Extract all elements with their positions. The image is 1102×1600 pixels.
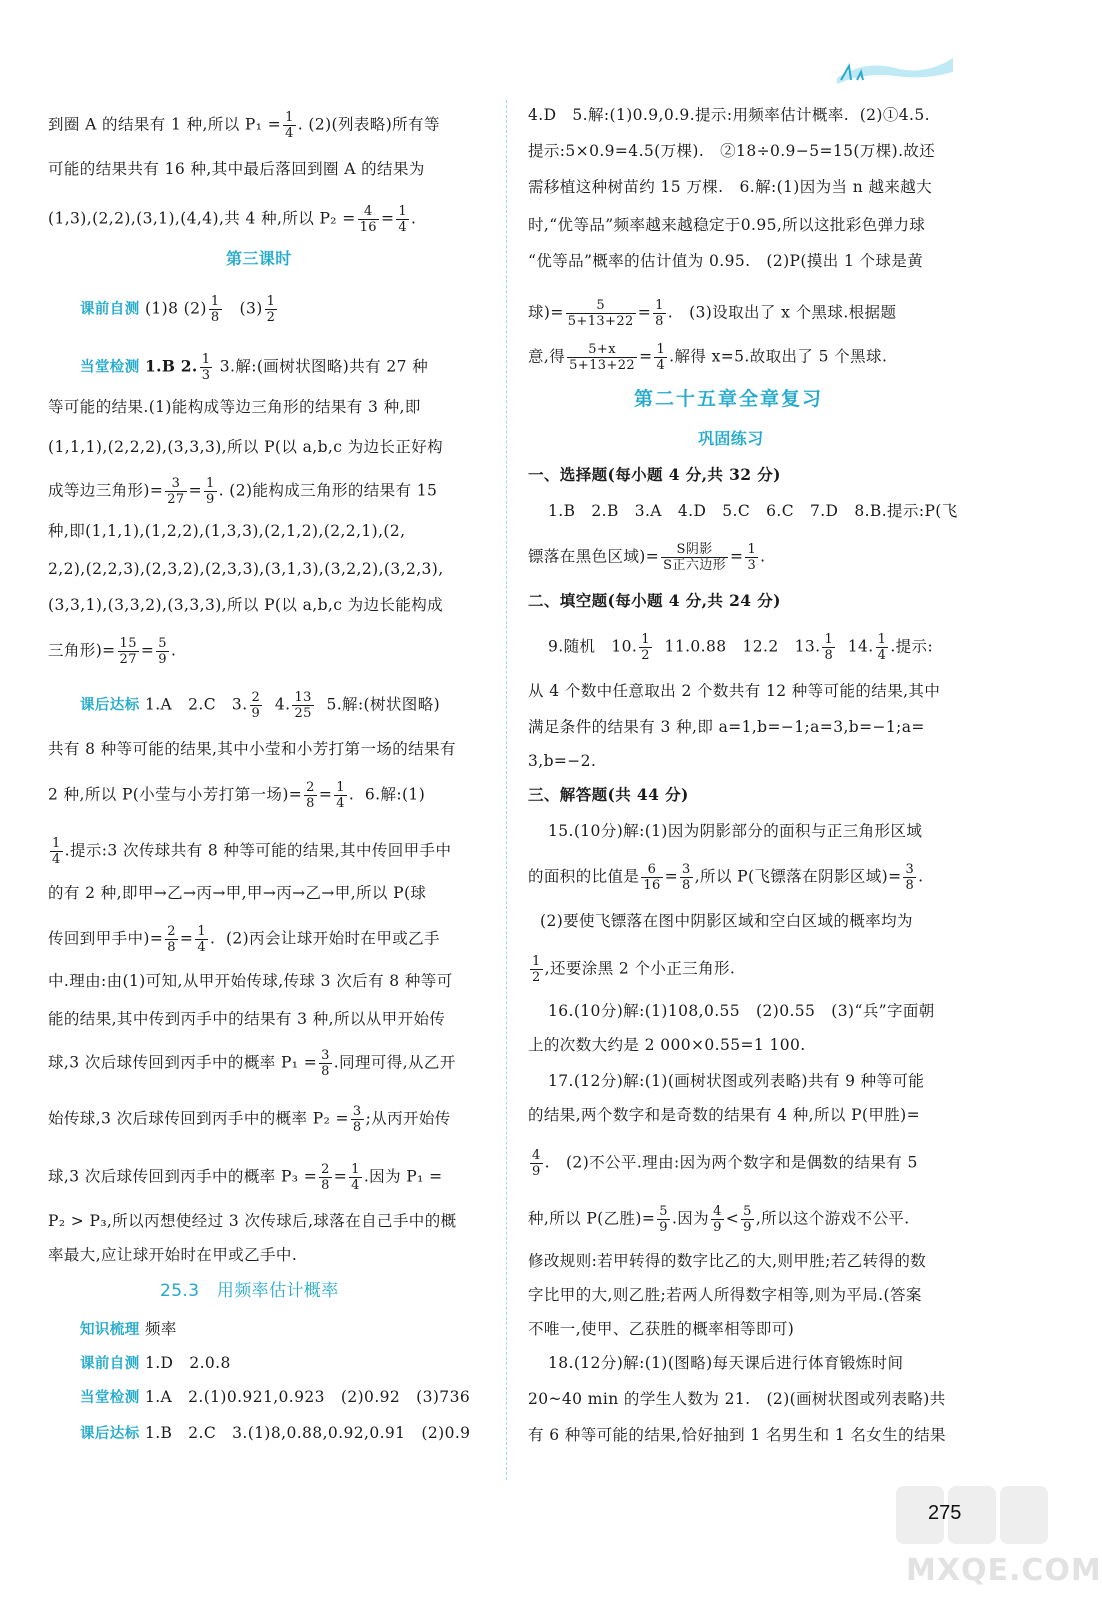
fraction: $\frac{2}{8}$: [167, 924, 176, 955]
fraction: $\frac{4}{9}$: [713, 1204, 722, 1235]
text-line: 到圈 A 的结果有 1 种,所以 P₁ = $\frac{1}{4}$ . (2)(列表略)所有等: [48, 110, 440, 141]
label-tag: 课后达标: [80, 697, 140, 714]
fraction: $\frac{5}{9}$: [743, 1204, 752, 1235]
text-line: 等可能的结果.(1)能构成等边三角形的结果有 3 种,即: [48, 398, 421, 416]
label-tag: 课前自测: [80, 301, 140, 318]
label-tag: 课前自测: [80, 1356, 140, 1372]
text-line: 从 4 个数中任意取出 2 个数共有 12 种等可能的结果,其中: [528, 682, 941, 700]
section-heading: 第三课时: [226, 249, 292, 268]
fraction: $\frac{1}{4}$: [285, 110, 294, 141]
section-title: 一、选择题(每小题 4 分,共 32 分): [528, 465, 781, 484]
text-line: (3,3,1),(3,3,2),(3,3,3),所以 P(以 a,b,c 为边长能构成: [48, 596, 444, 614]
text-line: 上的次数大约是 2 000×0.55=1 100.: [528, 1036, 806, 1054]
text-line: 球,3 次后球传回到丙手中的概率 P₃ = $\frac{2}{8}$ = $\frac{1}{4}$ .因为 P₁ =: [48, 1162, 443, 1193]
fraction: $\frac{1}{8}$: [824, 632, 834, 663]
text-line: “优等品”概率的估计值为 0.95. (2)P(摸出 1 个球是黄: [528, 252, 924, 270]
fraction: $\frac{6}{16}$: [643, 862, 661, 893]
fraction: $\frac{13}{25}$: [294, 690, 312, 721]
text-line: 16.(10分)解:(1)108,0.55 (2)0.55 (3)“兵”字面朝: [548, 1002, 935, 1020]
column-divider: [506, 100, 507, 1480]
fraction: $\frac{4}{9}$: [532, 1148, 541, 1179]
text-line: 课前自测 (1)8 (2) $\frac{1}{8}$ (3) $\frac{1}{2}$: [80, 294, 276, 325]
fraction: $\frac{1}{3}$: [747, 542, 757, 573]
text-line: 15.(10分)解:(1)因为阴影部分的面积与正三角形区域: [548, 822, 923, 840]
fraction: $\frac{1}{4}$: [351, 1162, 360, 1193]
label-tag: 课后达标: [80, 1426, 140, 1442]
fraction: $\frac{1}{2}$: [641, 632, 650, 663]
text-line: (1,1,1),(2,2,2),(3,3,3),所以 P(以 a,b,c 为边长正好构: [48, 438, 444, 456]
section-heading: 25.3 用频率估计概率: [160, 1281, 339, 1301]
text-line: 课后达标 1.B 2.C 3.(1)8,0.88,0.92,0.91 (2)0.9: [80, 1424, 471, 1442]
fraction: $\frac{2}{9}$: [251, 690, 261, 721]
fraction: $\frac{1}{4}$: [656, 342, 666, 373]
text-line: 修改规则:若甲转得的数字比乙的大,则甲胜;若乙转得的数: [528, 1252, 927, 1270]
text-line: 的有 2 种,即甲→乙→丙→甲,甲→丙→乙→甲,所以 P(球: [48, 884, 427, 902]
text-line: 当堂检测 1.A 2.(1)0.921,0.923 (2)0.92 (3)736: [80, 1388, 471, 1406]
section-heading: 巩固练习: [698, 429, 764, 448]
fraction: $\frac{1}{4}$: [197, 924, 206, 955]
text-line: 4.D 5.解:(1)0.9,0.9.提示:用频率估计概率. (2)①4.5.: [528, 106, 930, 124]
label-tag: 当堂检测: [80, 1390, 140, 1406]
text-line: 能的结果,其中传到丙手中的结果有 3 种,所以从甲开始传: [48, 1010, 446, 1028]
text-line: $\frac{1}{2}$ ,还要涂黑 2 个小正三角形.: [532, 954, 736, 985]
text-line: 需移植这种树苗约 15 万棵. 6.解:(1)因为当 n 越来越大: [528, 178, 933, 196]
fraction: $\frac{3}{8}$: [352, 1104, 362, 1135]
fraction: $\frac{15}{27}$: [119, 636, 137, 667]
fraction: $\frac{1}{2}$: [266, 294, 276, 325]
text-line: 种,即(1,1,1),(1,2,2),(1,3,3),(2,1,2),(2,2,1),(2,: [48, 522, 406, 540]
text-line: 球,3 次后球传回到丙手中的概率 P₁ = $\frac{3}{8}$ .同理可得,从乙开: [48, 1048, 456, 1079]
fraction: $\frac{1}{4}$: [398, 204, 408, 235]
text-line: 率最大,应让球开始时在甲或乙手中.: [48, 1246, 298, 1264]
text-line: 17.(12分)解:(1)(画树状图或列表略)共有 9 种等可能: [548, 1072, 925, 1090]
watermark-text: MXQE.COM: [906, 1553, 1102, 1588]
text-line: 的结果,两个数字和是奇数的结果有 4 种,所以 P(甲胜)=: [528, 1106, 921, 1124]
text-line: 字比甲的大,则乙胜;若两人所得数字相等,则为平局.(答案: [528, 1286, 922, 1304]
text-line: 意,得 $\frac{5+x}{5+13+22}$ = $\frac{1}{4}$ .解得 x=5.故取出了 5 个黑球.: [528, 342, 888, 373]
fraction: $\frac{3}{8}$: [682, 862, 691, 893]
text-line: 球)= $\frac{5}{5+13+22}$ = $\frac{1}{8}$ . (3)设取出了 x 个黑球.根据题: [528, 298, 897, 329]
text-line: 9.随机 10. $\frac{1}{2}$ 11.0.88 12.2 13. $\frac{1}{8}$ 14. $\frac{1}{4}$ .提示:: [548, 632, 934, 663]
fraction: $\frac{5+x}{5+13+22}$: [569, 342, 636, 373]
text-line: 当堂检测 1.B 2. $\frac{1}{3}$ 3.解:(画树状图略)共有 27 种: [80, 352, 429, 383]
text-line: 共有 8 种等可能的结果,其中小莹和小芳打第一场的结果有: [48, 740, 456, 758]
text-line: 2 种,所以 P(小莹与小芳打第一场)= $\frac{2}{8}$ = $\frac{1}{4}$ . 6.解:(1): [48, 780, 426, 811]
text-line: 三角形)= $\frac{15}{27}$ = $\frac{5}{9}$ .: [48, 636, 177, 667]
text-line: $\frac{4}{9}$ . (2)不公平.理由:因为两个数字和是偶数的结果有 5: [532, 1148, 918, 1179]
text-line: 时,“优等品”频率越来越稳定于0.95,所以这批彩色弹力球: [528, 216, 926, 234]
fraction: $\frac{5}{5+13+22}$: [567, 298, 634, 329]
fraction: $\frac{1}{8}$: [210, 294, 220, 325]
text-line: 1.B 2.B 3.A 4.D 5.C 6.C 7.D 8.B.提示:P(飞: [548, 502, 958, 520]
text-line: 20~40 min 的学生人数为 21. (2)(画树状图或列表略)共: [528, 1390, 946, 1408]
fraction: $\frac{1}{2}$: [532, 954, 541, 985]
section-title: 三、解答题(共 44 分): [528, 785, 689, 804]
chapter-heading: 第二十五章全章复习: [634, 388, 824, 410]
page-number: 275: [928, 1502, 962, 1524]
fraction: $\frac{3}{27}$: [167, 476, 185, 507]
fraction: $\frac{1}{3}$: [201, 352, 211, 383]
text-line: 课后达标 1.A 2.C 3. $\frac{2}{9}$ 4. $\frac{13}{25}$ 5.解:(树状图略): [80, 690, 441, 721]
text-line: 课前自测 1.D 2.0.8: [80, 1354, 231, 1372]
section-title: 二、填空题(每小题 4 分,共 24 分): [528, 591, 781, 610]
text-line: 有 6 种等可能的结果,恰好抽到 1 名男生和 1 名女生的结果: [528, 1426, 946, 1444]
fraction: $\frac{2}{8}$: [321, 1162, 330, 1193]
text-line: 始传球,3 次后球传回到丙手中的概率 P₂ = $\frac{3}{8}$ ;从丙开始传: [48, 1104, 451, 1135]
fraction: $\frac{4}{16}$: [359, 204, 377, 235]
text-line: (1,3),(2,2),(3,1),(4,4),共 4 种,所以 P₂ = $\frac{4}{16}$ = $\frac{1}{4}$ .: [48, 204, 417, 235]
fraction: $\frac{5}{9}$: [659, 1204, 668, 1235]
fraction: $\frac{3}{8}$: [905, 862, 915, 893]
fraction: $\frac{1}{8}$: [655, 298, 664, 329]
fraction: $\frac{1}{4}$: [52, 836, 61, 867]
text-line: 种,所以 P(乙胜)= $\frac{5}{9}$ .因为 $\frac{4}{9}$ < $\frac{5}{9}$ ,所以这个游戏不公平.: [528, 1204, 910, 1235]
text-line: 镖落在黑色区域)= $\frac{\text{S阴影}}{\text{S正六边形}}$ = $\frac{1}{3}$ .: [528, 542, 766, 573]
label-tag: 当堂检测: [80, 359, 140, 376]
text-line: 知识梳理 频率: [80, 1320, 177, 1338]
text-line: 2,2),(2,2,3),(2,3,2),(2,3,3),(3,1,3),(3,2,2),(3,2,3),: [48, 560, 444, 578]
text-line: 提示:5×0.9=4.5(万棵). ②18÷0.9−5=15(万棵).故还: [528, 142, 936, 160]
text-line: 不唯一,使甲、乙获胜的概率相等即可): [528, 1320, 795, 1338]
text-line: 可能的结果共有 16 种,其中最后落回到圈 A 的结果为: [48, 160, 425, 178]
text-line: 18.(12分)解:(1)(图略)每天课后进行体育锻炼时间: [548, 1354, 904, 1372]
fraction: $\frac{2}{8}$: [306, 780, 315, 811]
header-wave-decoration: [835, 50, 955, 86]
fraction: $\frac{1}{4}$: [877, 632, 887, 663]
fraction: $\frac{\text{S阴影}}{\text{S正六边形}}$: [663, 542, 727, 573]
text-line: 的面积的比值是 $\frac{6}{16}$ = $\frac{3}{8}$ ,所以 P(飞镖落在阴影区域)= $\frac{3}{8}$ .: [528, 862, 924, 893]
label-tag: 知识梳理: [80, 1322, 140, 1338]
fraction: $\frac{1}{9}$: [205, 476, 215, 507]
text-line: 满足条件的结果有 3 种,即 a=1,b=−1;a=3,b=−1;a=: [528, 718, 925, 736]
text-line: 传回到甲手中)= $\frac{2}{8}$ = $\frac{1}{4}$ . (2)丙会让球开始时在甲或乙手: [48, 924, 440, 955]
text-line: $\frac{1}{4}$ .提示:3 次传球共有 8 种等可能的结果,其中传回甲手中: [52, 836, 452, 867]
fraction: $\frac{5}{9}$: [158, 636, 167, 667]
fraction: $\frac{3}{8}$: [321, 1048, 330, 1079]
text-line: 成等边三角形)= $\frac{3}{27}$ = $\frac{1}{9}$ . (2)能构成三角形的结果有 15: [48, 476, 438, 507]
text-line: 中.理由:由(1)可知,从甲开始传球,传球 3 次后有 8 种等可: [48, 972, 453, 990]
text-line: 3,b=−2.: [528, 752, 597, 770]
fraction: $\frac{1}{4}$: [336, 780, 345, 811]
text-line: P₂ > P₃,所以丙想使经过 3 次传球后,球落在自己手中的概: [48, 1212, 457, 1230]
text-line: (2)要使飞镖落在图中阴影区域和空白区域的概率均为: [540, 912, 913, 930]
